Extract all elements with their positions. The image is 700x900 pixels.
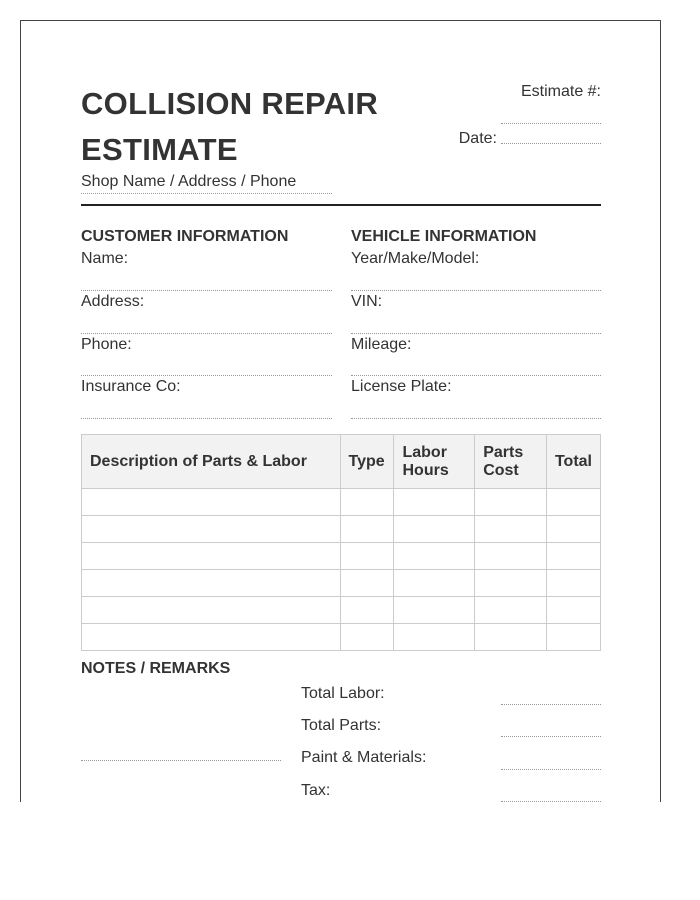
cell-parts-cost[interactable] bbox=[475, 624, 547, 651]
estimate-form bbox=[20, 20, 661, 802]
col-labor-hours: Labor Hours bbox=[394, 435, 475, 489]
table-header-row bbox=[82, 435, 601, 489]
cell-type[interactable] bbox=[340, 489, 394, 516]
title-line-2: ESTIMATE bbox=[81, 132, 238, 167]
cell-total[interactable] bbox=[546, 597, 600, 624]
paint-materials-label: Paint & Materials: bbox=[301, 749, 427, 766]
table-row bbox=[82, 543, 601, 570]
total-parts-label: Total Parts: bbox=[301, 717, 382, 734]
shop-info-line[interactable] bbox=[81, 193, 332, 194]
cell-parts-cost[interactable] bbox=[475, 543, 547, 570]
cell-type[interactable] bbox=[340, 624, 394, 651]
cell-total[interactable] bbox=[546, 543, 600, 570]
notes-heading: NOTES / REMARKS bbox=[81, 660, 231, 677]
cell-labor-hours[interactable] bbox=[394, 489, 475, 516]
cell-description[interactable] bbox=[82, 597, 341, 624]
title-line-1: COLLISION REPAIR bbox=[81, 86, 379, 121]
customer-phone-line[interactable] bbox=[81, 375, 332, 376]
table-row bbox=[82, 597, 601, 624]
cell-description[interactable] bbox=[82, 543, 341, 570]
paint-materials-line[interactable] bbox=[501, 769, 601, 770]
mileage-line[interactable] bbox=[351, 375, 601, 376]
cell-total[interactable] bbox=[546, 570, 600, 597]
col-type: Type bbox=[340, 435, 394, 489]
cell-parts-cost[interactable] bbox=[475, 516, 547, 543]
cell-labor-hours[interactable] bbox=[394, 624, 475, 651]
vin-line[interactable] bbox=[351, 333, 601, 334]
license-plate-line[interactable] bbox=[351, 418, 601, 419]
total-labor-label: Total Labor: bbox=[301, 685, 385, 702]
vin-label: VIN: bbox=[351, 293, 383, 310]
cell-labor-hours[interactable] bbox=[394, 516, 475, 543]
table-row bbox=[82, 624, 601, 651]
vehicle-info-heading: VEHICLE INFORMATION bbox=[351, 228, 537, 245]
insurance-label: Insurance Co: bbox=[81, 378, 181, 395]
cell-labor-hours[interactable] bbox=[394, 543, 475, 570]
header-divider bbox=[81, 204, 601, 206]
date-line[interactable] bbox=[501, 143, 601, 144]
customer-info-heading: CUSTOMER INFORMATION bbox=[81, 228, 289, 245]
table-row bbox=[82, 489, 601, 516]
cell-type[interactable] bbox=[340, 516, 394, 543]
total-parts-line[interactable] bbox=[501, 736, 601, 737]
vehicle-ymm-label: Year/Make/Model: bbox=[351, 250, 480, 267]
col-parts-cost: Parts Cost bbox=[475, 435, 547, 489]
cell-parts-cost[interactable] bbox=[475, 489, 547, 516]
form-title bbox=[81, 81, 378, 173]
customer-address-line[interactable] bbox=[81, 333, 332, 334]
estimate-number-line[interactable] bbox=[501, 123, 601, 124]
parts-labor-table bbox=[81, 434, 601, 651]
tax-line[interactable] bbox=[501, 801, 601, 802]
cell-parts-cost[interactable] bbox=[475, 597, 547, 624]
date-label: Date: bbox=[458, 130, 497, 147]
cell-total[interactable] bbox=[546, 516, 600, 543]
cell-total[interactable] bbox=[546, 489, 600, 516]
cell-labor-hours[interactable] bbox=[394, 570, 475, 597]
tax-label: Tax: bbox=[301, 782, 331, 799]
cell-description[interactable] bbox=[82, 516, 341, 543]
customer-name-label: Name: bbox=[81, 250, 129, 267]
table-row bbox=[82, 570, 601, 597]
shop-info-label: Shop Name / Address / Phone bbox=[81, 173, 297, 190]
cell-type[interactable] bbox=[340, 570, 394, 597]
notes-line[interactable] bbox=[81, 760, 281, 761]
table-row bbox=[82, 516, 601, 543]
cell-type[interactable] bbox=[340, 543, 394, 570]
mileage-label: Mileage: bbox=[351, 336, 412, 353]
total-labor-line[interactable] bbox=[501, 704, 601, 705]
estimate-number-label: Estimate #: bbox=[520, 83, 601, 100]
customer-name-line[interactable] bbox=[81, 290, 332, 291]
cell-type[interactable] bbox=[340, 597, 394, 624]
col-description: Description of Parts & Labor bbox=[82, 435, 341, 489]
cell-description[interactable] bbox=[82, 489, 341, 516]
customer-phone-label: Phone: bbox=[81, 336, 132, 353]
cell-description[interactable] bbox=[82, 624, 341, 651]
insurance-line[interactable] bbox=[81, 418, 332, 419]
customer-address-label: Address: bbox=[81, 293, 145, 310]
cell-description[interactable] bbox=[82, 570, 341, 597]
col-total: Total bbox=[546, 435, 600, 489]
license-plate-label: License Plate: bbox=[351, 378, 452, 395]
vehicle-ymm-line[interactable] bbox=[351, 290, 601, 291]
cell-total[interactable] bbox=[546, 624, 600, 651]
cell-labor-hours[interactable] bbox=[394, 597, 475, 624]
cell-parts-cost[interactable] bbox=[475, 570, 547, 597]
